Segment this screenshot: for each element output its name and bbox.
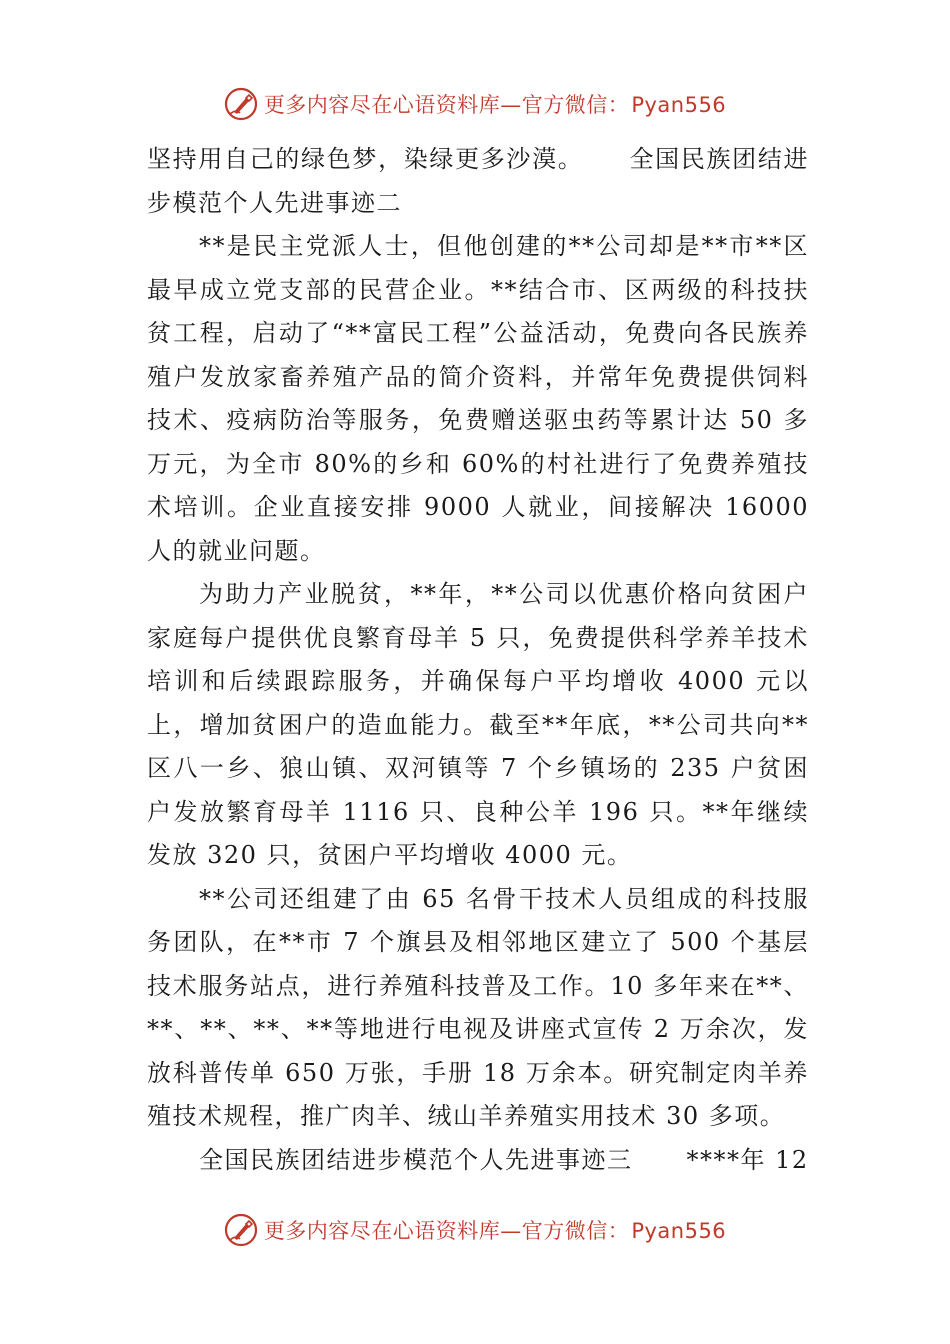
- document-body: [147, 138, 809, 1182]
- paragraph-poverty-relief: 为助力产业脱贫，**年，**公司以优惠价格向贫困户家庭每户提供优良繁育母羊 5 只，免费提供科学养羊技术培训和后续跟踪服务，并确保每户平均增收 4000 元以上，增加贫困户的造血能力。截至**年底，**公司共向**区八一乡、狼山镇、双河镇等 7 个乡镇场的 235 户贫困户发放繁育母羊 1116 只、良种公羊 196 只。**年继续发放 320 只，贫困户平均增收 4000 元。: [147, 580, 809, 869]
- paragraph-company-overview: **是民主党派人士，但他创建的**公司却是**市**区最早成立党支部的民营企业。**结合市、区两级的科技扶贫工程，启动了“**富民工程”公益活动，免费向各民族养殖户发放家畜养殖产品的简介资料，并常年免费提供饲料技术、疫病防治等服务，免费赠送驱虫药等累计达 50 多万元，为全市 80%的乡和 60%的村社进行了免费养殖技术培训。企业直接安排 9000 人就业，间接解决 16000 人的就业问题。: [147, 232, 809, 565]
- pen-nib-logo-icon: [224, 87, 258, 121]
- footer-banner-wechat-id: Pyan556: [631, 1219, 727, 1243]
- header-banner-wechat-id: Pyan556: [631, 93, 727, 117]
- header-banner: [0, 82, 950, 126]
- header-banner-label: 更多内容尽在心语资料库—官方微信：: [263, 93, 630, 117]
- section-heading-2: 全国民族团结进步模范个人先进事迹二: [147, 145, 810, 217]
- intro-sentence: 坚持用自己的绿色梦，染绿更多沙漠。: [147, 145, 584, 173]
- paragraph-section-3: [147, 1139, 809, 1183]
- footer-banner-text: [264, 1215, 726, 1245]
- section-3-date-start: ****年 12: [686, 1145, 809, 1174]
- paragraph-intro: [147, 138, 809, 225]
- header-banner-text: [264, 89, 726, 119]
- paragraph-tech-service: **公司还组建了由 65 名骨干技术人员组成的科技服务团队，在**市 7 个旗县及相邻地区建立了 500 个基层技术服务站点，进行养殖科技普及工作。10 多年来在**、**、**、**、**等地进行电视及讲座式宣传 2 万余次，发放科普传单 650 万张，手册 18 万余本。研究制定肉羊养殖技术规程，推广肉羊、绒山羊养殖实用技术 30 多项。: [147, 884, 809, 1130]
- footer-banner: [0, 1208, 950, 1252]
- footer-banner-inner: [224, 1213, 726, 1247]
- header-banner-inner: [224, 87, 726, 121]
- footer-banner-label: 更多内容尽在心语资料库—官方微信：: [263, 1219, 630, 1243]
- pen-nib-logo-icon: [224, 1213, 258, 1247]
- section-heading-3: 全国民族团结进步模范个人先进事迹三: [199, 1145, 633, 1174]
